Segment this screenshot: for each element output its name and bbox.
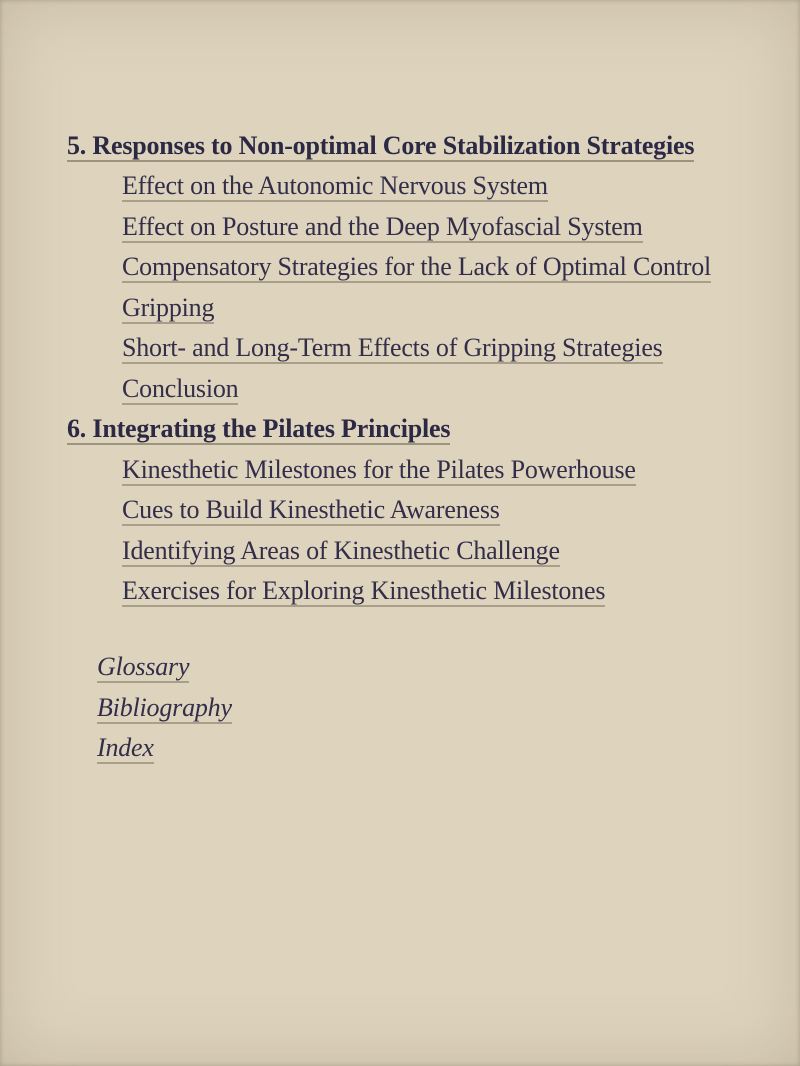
toc-row-compensatory-strategies [0,251,800,291]
toc-link-identifying-areas[interactable]: Identifying Areas of Kinesthetic Challenge [122,535,560,565]
toc-link-conclusion[interactable]: Conclusion [122,373,239,403]
toc-link-gripping[interactable]: Gripping [122,292,215,322]
back-matter-spacer [0,615,800,651]
toc-row-gripping [0,292,800,332]
toc-row-exercises-exploring [0,575,800,615]
toc-link-compensatory-strategies[interactable]: Compensatory Strategies for the Lack of Optimal Control [122,252,712,282]
toc-row-index [0,732,800,772]
toc-row-chapter-6 [0,413,800,453]
toc-link-chapter-5[interactable]: 5. Responses to Non-optimal Core Stabilization Strategies [67,131,695,160]
toc-row-bibliography [0,692,800,732]
toc-row-cues-awareness [0,494,800,534]
toc-row-chapter-5 [0,130,800,170]
toc-row-kinesthetic-milestones [0,454,800,494]
toc-link-short-long-term[interactable]: Short- and Long-Term Effects of Gripping Strategies [122,333,663,363]
toc-row-effect-posture [0,211,800,251]
toc-row-effect-autonomic [0,170,800,210]
toc-row-identifying-areas [0,535,800,575]
toc-link-effect-posture[interactable]: Effect on Posture and the Deep Myofascial System [122,211,643,241]
toc-link-kinesthetic-milestones[interactable]: Kinesthetic Milestones for the Pilates Powerhouse [122,454,636,484]
toc-link-exercises-exploring[interactable]: Exercises for Exploring Kinesthetic Milestones [122,575,606,605]
table-of-contents [0,130,800,773]
toc-row-short-long-term [0,332,800,372]
toc-row-conclusion [0,373,800,413]
toc-row-glossary [0,651,800,691]
toc-link-chapter-6[interactable]: 6. Integrating the Pilates Principles [67,414,451,444]
toc-link-index[interactable]: Index [97,733,154,763]
toc-link-glossary[interactable]: Glossary [97,652,190,682]
toc-link-effect-autonomic[interactable]: Effect on the Autonomic Nervous System [122,171,548,201]
toc-link-cues-awareness[interactable]: Cues to Build Kinesthetic Awareness [122,495,500,525]
toc-link-bibliography[interactable]: Bibliography [97,692,232,722]
